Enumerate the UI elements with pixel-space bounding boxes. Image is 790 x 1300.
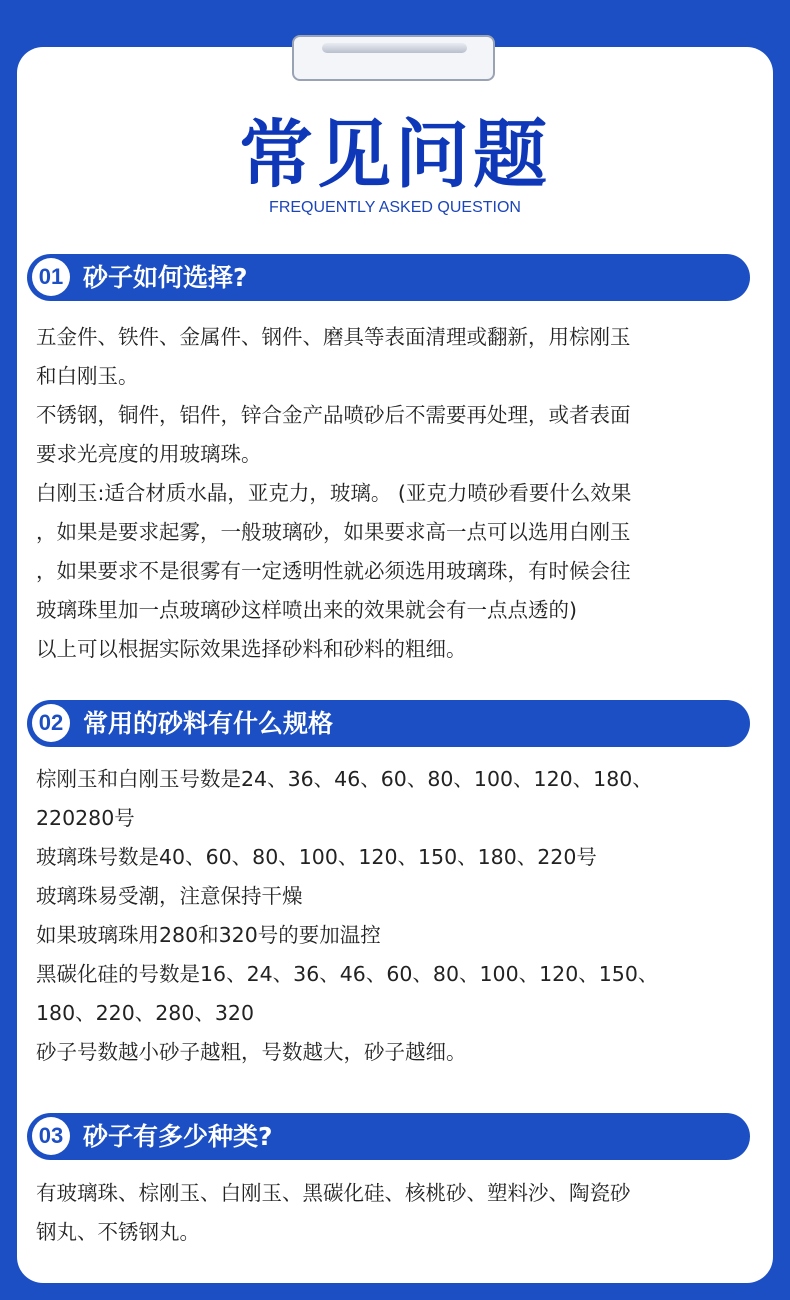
answer-line: 五金件、铁件、金属件、钢件、磨具等表面清理或翻新，用棕刚玉 <box>36 325 631 349</box>
answer-line: 180、220、280、320 <box>36 1001 255 1025</box>
answer-line: 玻璃珠里加一点玻璃砂这样喷出来的效果就会有一点点透的) <box>36 598 577 622</box>
answer-line: 要求光亮度的用玻璃珠。 <box>36 442 262 466</box>
question-title: 砂子有多少种类? <box>83 1122 273 1151</box>
answer-line: 不锈钢，铜件，铝件，锌合金产品喷砂后不需要再处理，或者表面 <box>36 403 631 427</box>
answer-line: 黑碳化硅的号数是16、24、36、46、60、80、100、120、150、 <box>36 962 659 986</box>
answer-block-1 <box>36 318 756 669</box>
answer-block-2 <box>36 760 756 1072</box>
clipboard-clip-icon <box>292 35 495 81</box>
answer-line: 砂子号数越小砂子越粗，号数越大，砂子越细。 <box>36 1040 467 1064</box>
answer-line: 棕刚玉和白刚玉号数是24、36、46、60、80、100、120、180、 <box>36 767 653 791</box>
question-bar-2 <box>27 700 750 747</box>
question-bar-3 <box>27 1113 750 1160</box>
answer-line: 玻璃珠号数是40、60、80、100、120、150、180、220号 <box>36 845 597 869</box>
answer-line: 220280号 <box>36 806 135 830</box>
answer-line: 和白刚玉。 <box>36 364 139 388</box>
question-bar-1 <box>27 254 750 301</box>
page-subtitle: FREQUENTLY ASKED QUESTION <box>269 199 521 216</box>
answer-line: 如果玻璃珠用280和320号的要加温控 <box>36 923 381 947</box>
answer-line: 钢丸、不锈钢丸。 <box>36 1220 200 1244</box>
answer-line: ，如果要求不是很雾有一定透明性就必须选用玻璃珠，有时候会往 <box>36 559 631 583</box>
answer-line: ，如果是要求起雾，一般玻璃砂，如果要求高一点可以选用白刚玉 <box>36 520 631 544</box>
question-title: 常用的砂料有什么规格 <box>83 709 334 738</box>
answer-line: 有玻璃珠、棕刚玉、白刚玉、黑碳化硅、核桃砂、塑料沙、陶瓷砂 <box>36 1181 631 1205</box>
answer-line: 白刚玉:适合材质水晶，亚克力，玻璃。 (亚克力喷砂看要什么效果 <box>36 481 632 505</box>
question-number-badge: 02 <box>32 704 70 742</box>
page-title: 常见问题 <box>239 112 551 198</box>
answer-block-3 <box>36 1174 756 1252</box>
answer-line: 玻璃珠易受潮，注意保持干燥 <box>36 884 303 908</box>
clip-bar <box>322 43 467 53</box>
question-number-badge: 03 <box>32 1117 70 1155</box>
question-number-badge: 01 <box>32 258 70 296</box>
answer-line: 以上可以根据实际效果选择砂料和砂料的粗细。 <box>36 637 467 661</box>
question-title: 砂子如何选择? <box>83 263 248 292</box>
